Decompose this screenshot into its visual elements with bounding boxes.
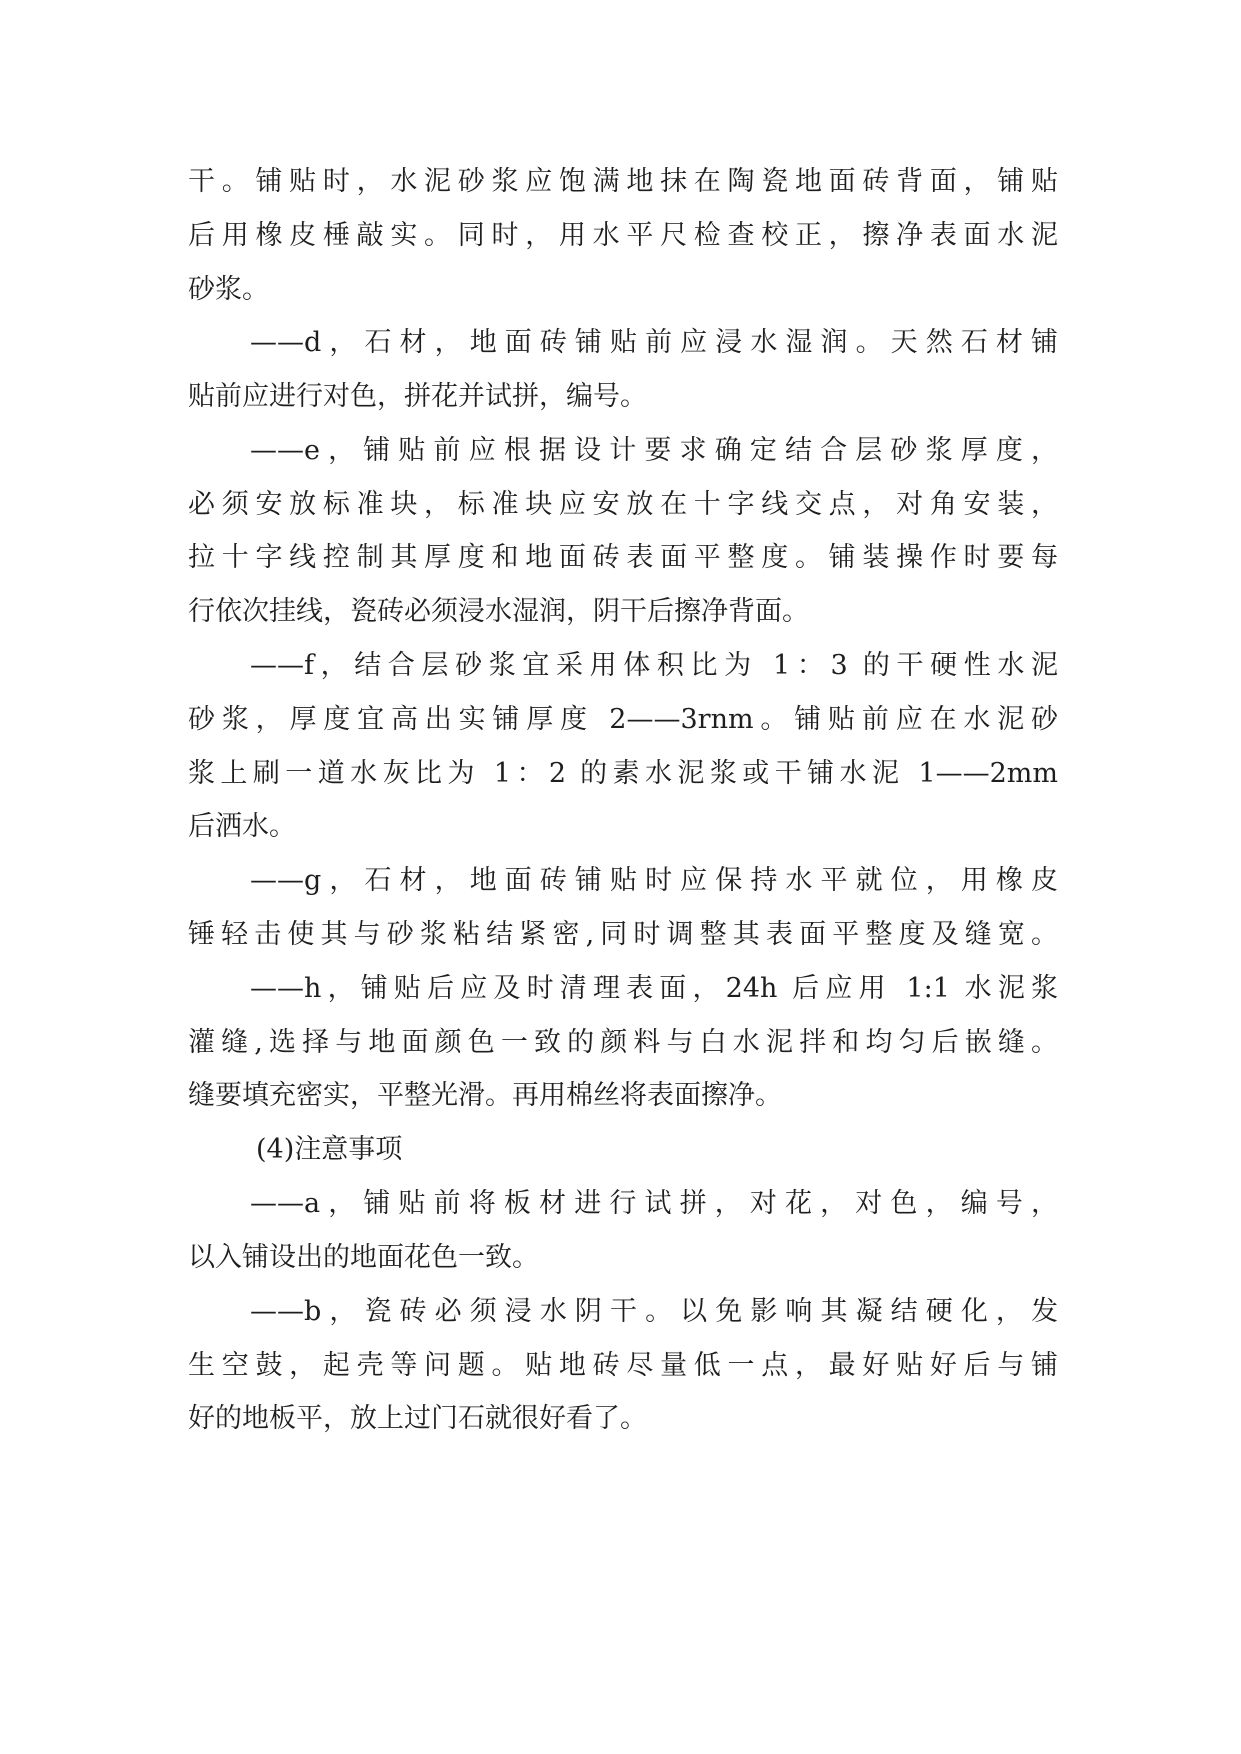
- text-line: 缝要填充密实，平整光滑。再用棉丝将表面擦净。: [188, 1080, 782, 1111]
- text-line: 灌缝,选择与地面颜色一致的颜料与白水泥拌和均匀后嵌缝。: [188, 1027, 1058, 1058]
- text-line: 好的地板平，放上过门石就很好看了。: [188, 1403, 647, 1434]
- text-line: 砂浆。: [188, 274, 269, 305]
- paragraph-8: [188, 1189, 1058, 1272]
- text-line: 贴前应进行对色，拼花并试拼，编号。: [188, 381, 647, 412]
- paragraph-3: [188, 436, 1058, 626]
- text-line: ——f，结合层砂浆宜采用体积比为 1：3 的干硬性水泥: [250, 650, 1058, 681]
- text-line: ——d，石材，地面砖铺贴前应浸水湿润。天然石材铺: [250, 327, 1058, 358]
- section-heading: [188, 1135, 1058, 1164]
- text-line: 行依次挂线，瓷砖必须浸水湿润，阴干后擦净背面。: [188, 596, 809, 627]
- text-line: 砂浆，厚度宜高出实铺厚度 2——3rnm。铺贴前应在水泥砂: [188, 704, 1058, 735]
- text-line: ——e，铺贴前应根据设计要求确定结合层砂浆厚度，: [250, 435, 1058, 466]
- text-line: 生空鼓，起壳等问题。贴地砖尽量低一点，最好贴好后与铺: [188, 1350, 1058, 1381]
- text-line: ——b，瓷砖必须浸水阴干。以免影响其凝结硬化，发: [250, 1296, 1058, 1327]
- text-line: ——g，石材，地面砖铺贴时应保持水平就位，用橡皮: [250, 865, 1058, 896]
- paragraph-1: [188, 167, 1058, 304]
- text-line: 锤轻击使其与砂浆粘结紧密,同时调整其表面平整度及缝宽。: [188, 919, 1058, 950]
- text-line: 浆上刷一道水灰比为 1：2 的素水泥浆或干铺水泥 1——2mm: [188, 758, 1058, 789]
- text-line: 拉十字线控制其厚度和地面砖表面平整度。铺装操作时要每: [188, 542, 1058, 573]
- text-line: ——h，铺贴后应及时清理表面，24h 后应用 1:1 水泥浆: [250, 973, 1058, 1004]
- text-line: 后洒水。: [188, 811, 296, 842]
- text-line: 必须安放标准块，标准块应安放在十字线交点，对角安装，: [188, 489, 1058, 520]
- paragraph-9: [188, 1297, 1058, 1433]
- paragraph-4: [188, 651, 1058, 841]
- paragraph-5: [188, 866, 1058, 949]
- text-line: 以入铺设出的地面花色一致。: [188, 1242, 539, 1273]
- document-body: [188, 167, 1058, 1433]
- paragraph-2: [188, 328, 1058, 411]
- text-line: 干。铺贴时，水泥砂浆应饱满地抹在陶瓷地面砖背面，铺贴: [188, 166, 1058, 197]
- text-line: 后用橡皮棰敲实。同时，用水平尺检查校正，擦净表面水泥: [188, 220, 1058, 251]
- paragraph-6: [188, 974, 1058, 1110]
- heading-line: (4)注意事项: [256, 1134, 403, 1165]
- text-line: ——a，铺贴前将板材进行试拼，对花，对色，编号，: [250, 1188, 1058, 1219]
